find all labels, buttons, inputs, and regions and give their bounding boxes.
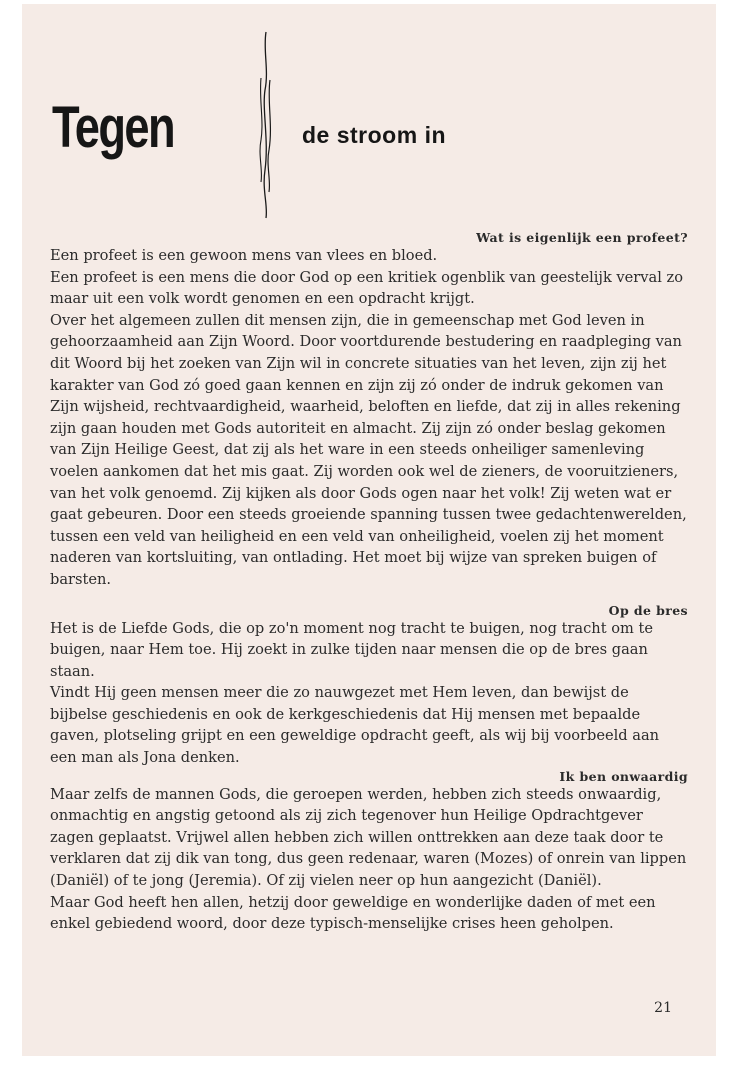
section-heading: Op de bres: [608, 602, 688, 618]
section-heading: Wat is eigenlijk een profeet?: [476, 230, 688, 245]
paragraph: Maar God heeft hen allen, hetzij door geweldige en wonderlijke daden of met een enkel gebiedend woord, door deze typisch-menselijke crises heen geholpen.: [50, 893, 656, 933]
title-block: [52, 30, 692, 220]
title-tegen: Tegen: [52, 95, 175, 160]
title-subtitle: de stroom in: [302, 122, 447, 148]
paragraph: Een profeet is een gewoon mens van vlees en bloed.: [50, 247, 438, 264]
wavy-divider-icon: [252, 30, 282, 220]
article-body: [50, 230, 688, 935]
paragraph: Vindt Hij geen mensen meer die zo nauwgezet met Hem leven, dan bewijst de bijbelse geschiedenis en ook de kerkgeschiedenis dat Hij mensen met bepaalde gaven, plotseling grijpt en een geweldige opdracht geeft, als wij bij voorbeeld aan een man als Jona denken.: [50, 684, 660, 767]
paragraph: Het is de Liefde Gods, die op zo'n moment nog tracht te buigen, nog tracht om te buigen, naar Hem toe. Hij zoekt in zulke tijden naar mensen die op de bres gaan staan.: [50, 619, 653, 680]
paragraph: Maar zelfs de mannen Gods, die geroepen werden, hebben zich steeds onwaardig, onmachtig en angstig getoond als zij zich tegenover hun Heilige Opdrachtgever zagen geplaatst. Vrijwel allen hebben zich willen onttrekken aan deze taak door te verklaren dat zij dik van tong, dus geen redenaar, waren (Mozes) of onrein van lippen (Daniël) of te jong (Jeremia). Of zij vielen neer op hun aangezicht (Daniël).: [50, 785, 687, 890]
paragraph: Een profeet is een mens die door God op een kritiek ogenblik van geestelijk verval zo maar uit een volk wordt genomen en een opdracht krijgt.: [50, 268, 684, 308]
section-heading: Ik ben onwaardig: [559, 768, 688, 784]
paragraph: Over het algemeen zullen dit mensen zijn, die in gemeenschap met God leven in gehoorzaamheid aan Zijn Woord. Door voortdurende bestudering en raadpleging van dit Woord bij het zoeken van Zijn wil in concrete situaties van het leven, zijn zij het karakter van God zó goed gaan kennen en zijn zij zó onder de indruk gekomen van Zijn wijsheid, rechtvaardigheid, waarheid, beloften en liefde, dat zij in alles rekening zijn gaan houden met Gods autoriteit en almacht. Zij zijn zó onder beslag gekomen van Zijn Heilige Geest, dat zij als het ware in een steeds onheiliger samenleving voelen aankomen dat het mis gaat. Zij worden ook wel de zieners, de vooruitzieners, van het volk genoemd. Zij kijken als door Gods ogen naar het volk! Zij weten wat er gaat gebeuren. Door een steeds groeiende spanning tussen twee gedachtenwerelden, tussen een veld van heiligheid en een veld van onheiligheid, voelen zij het moment naderen van kortsluiting, van ontlading. Het moet bij wijze van spreken buigen of barsten.: [50, 311, 687, 588]
page-number: 21: [654, 1000, 672, 1016]
page: [22, 4, 716, 1056]
